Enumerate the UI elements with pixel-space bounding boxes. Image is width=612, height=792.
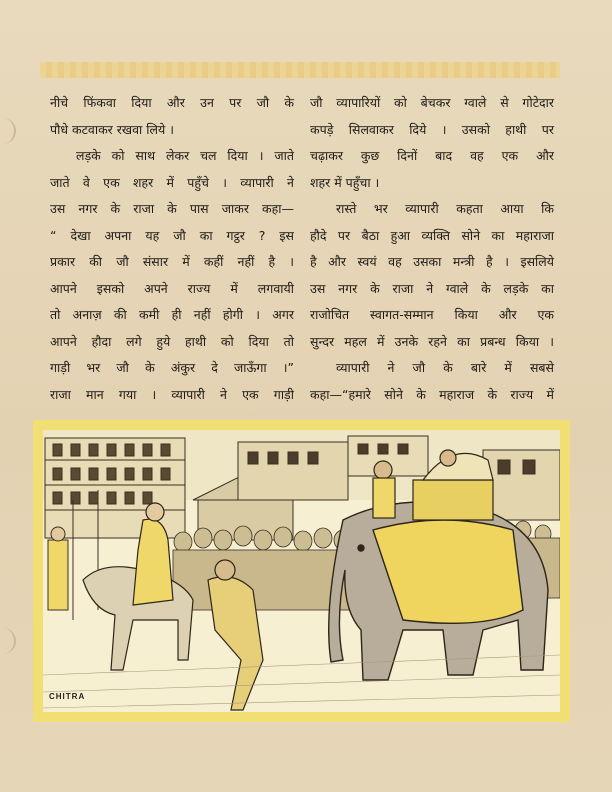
text-line: है और स्वयं वह उसका मन्त्री है । इसलिये	[310, 254, 554, 269]
decorative-border-strip	[40, 62, 560, 78]
text-line: कहा—“हमारे सोने के महाराज के राज्य में	[310, 386, 554, 402]
text-line: जाते वे एक शहर में पहुँचे । व्यापारी ने	[50, 174, 294, 190]
right-buildings	[483, 450, 560, 520]
text-line: सुन्दर महल में उनके रहने का प्रबन्ध किया ।	[310, 333, 554, 349]
palace-building	[45, 438, 185, 538]
text-line: “ देखा अपना यह जौ का गट्ठर ? इस	[50, 227, 294, 243]
text-line: राजा मान गया । व्यापारी ने एक गाड़ी	[50, 386, 294, 402]
text-line: शहर में पहुँचा ।	[310, 174, 380, 190]
text-line: प्रकार की जौ संसार में कहीं नहीं है ।	[50, 254, 294, 269]
binding-hole-mark	[0, 118, 16, 144]
text-line: उस नगर के राजा के पास जाकर कहा—	[50, 201, 294, 216]
text-line: गाड़ी भर जौ के अंकुर दे जाऊँगा ।”	[50, 360, 294, 375]
text-line: आपने इसको अपने राज्य में लगवायी	[50, 280, 294, 296]
text-line: जौ व्यापारियों को बेचकर ग्वाले से गोटेदार	[310, 95, 554, 110]
text-line: कपड़े सिलवाकर दिये । उसको हाथी पर	[310, 121, 554, 137]
text-line: हौदे पर बैठा हुआ व्यक्ति सोने का महाराजा	[310, 227, 554, 243]
illustration-panel	[33, 420, 570, 722]
text-line: पौधे कटवाकर रखवा लिये ।	[50, 121, 174, 137]
text-line: नीचे फिंकवा दिया और उन पर जौ के	[50, 95, 294, 110]
binding-hole-mark	[0, 628, 16, 654]
text-line: रास्ते भर व्यापारी कहता आया कि	[336, 201, 554, 216]
illustrator-signature: CHITRA	[49, 692, 86, 701]
text-line: चढ़ाकर कुछ दिनों बाद वह एक और	[310, 148, 554, 163]
text-line: आपने हौदा लगे हुये हाथी को दिया तो	[50, 333, 294, 349]
right-text-column	[310, 90, 554, 408]
text-line: उस नगर के राजा ने ग्वाले के लड़के का	[310, 280, 554, 296]
procession-illustration	[43, 430, 560, 712]
text-line: लड़के को साथ लेकर चल दिया । जाते	[76, 148, 294, 163]
text-line: व्यापारी ने जौ के बारे में सबसे	[336, 360, 554, 375]
text-line: राजोचित स्वागत-सम्मान किया और एक	[310, 307, 554, 322]
left-text-column	[50, 90, 294, 408]
text-line: तो अनाज़ की कमी ही नहीं होगी । अगर	[50, 307, 294, 322]
